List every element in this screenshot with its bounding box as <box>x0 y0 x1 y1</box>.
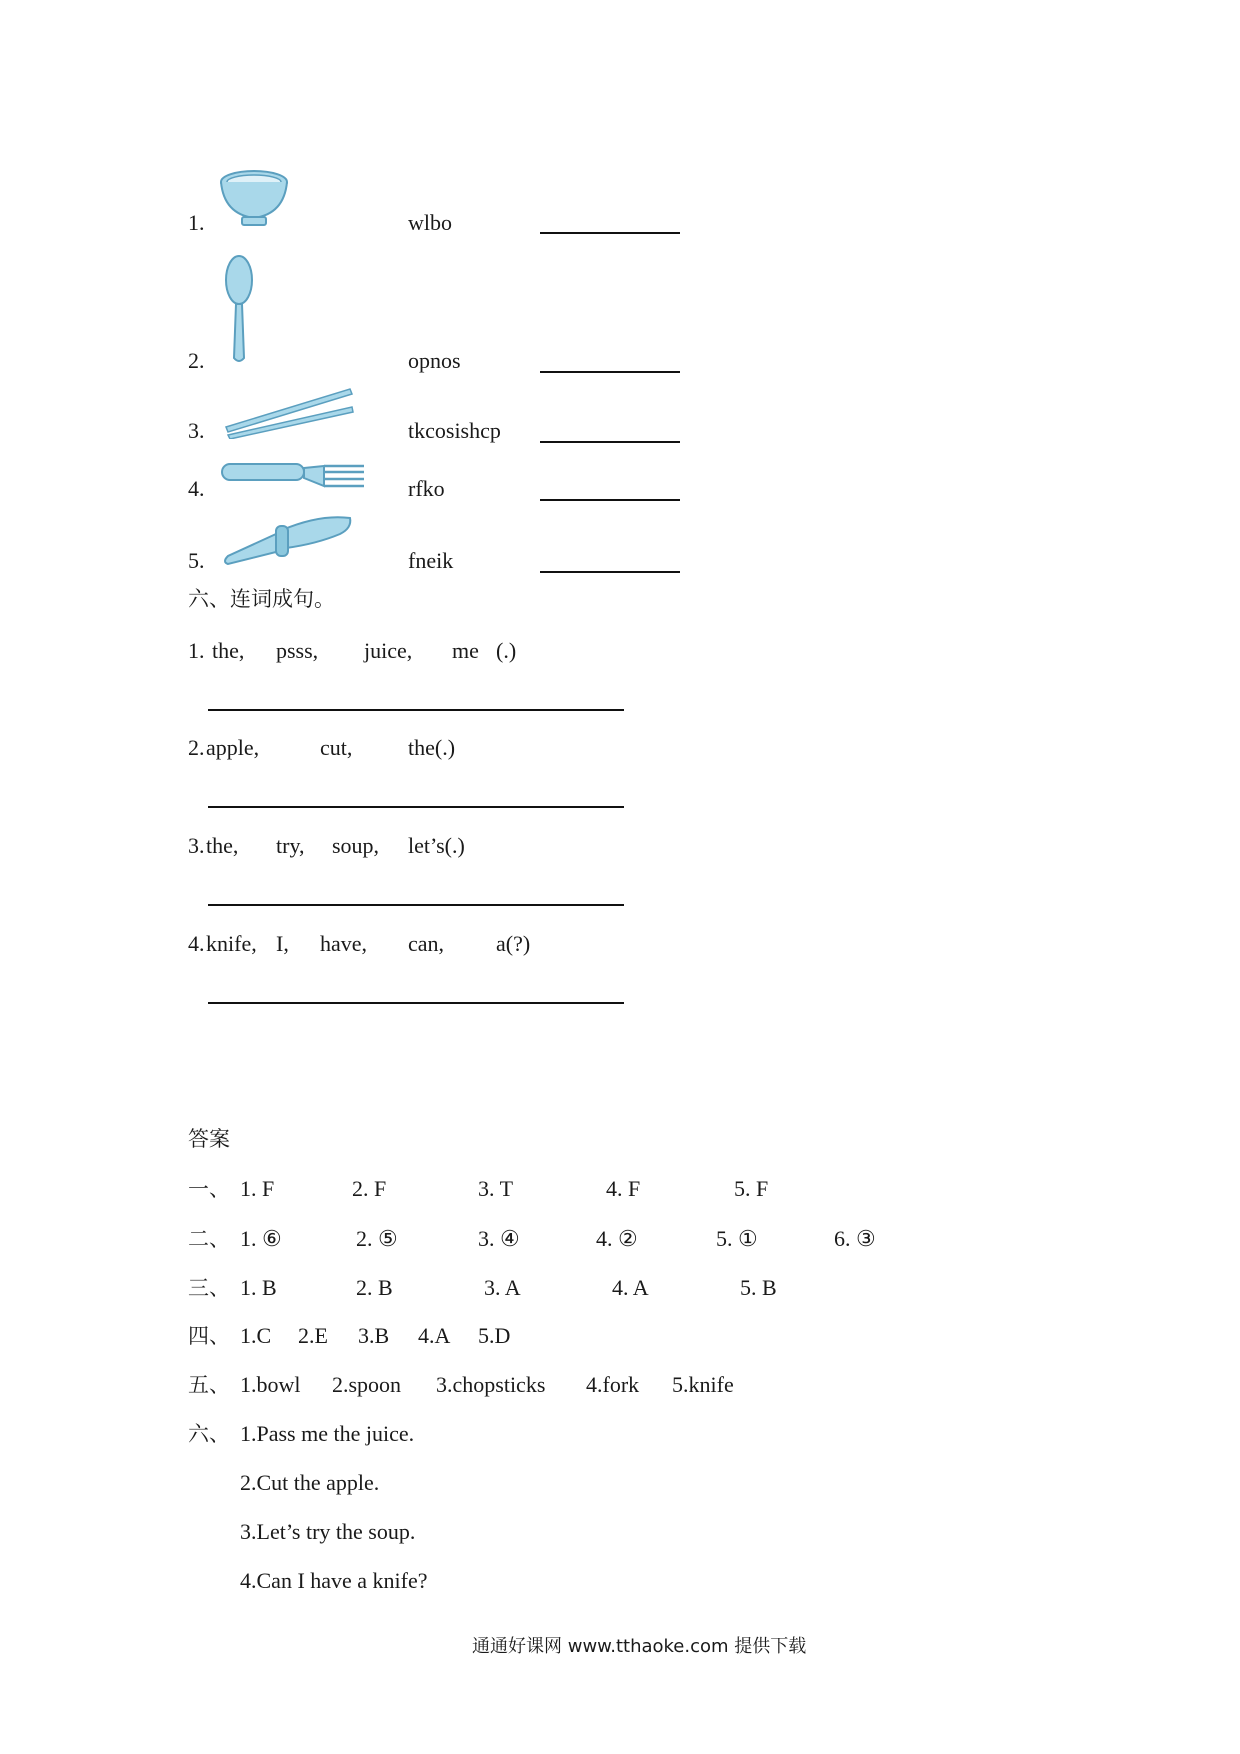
answer-line[interactable] <box>208 806 624 808</box>
answer-item: 3.chopsticks <box>436 1372 546 1397</box>
answer-item: 2.E <box>298 1323 328 1348</box>
question-number: 1. <box>188 638 205 663</box>
answer-item: 2.spoon <box>332 1372 402 1397</box>
answer-item: 1.C <box>240 1323 272 1348</box>
word: juice, <box>364 638 413 663</box>
answer-item: 1.bowl <box>240 1372 301 1397</box>
answer-item: 4. F <box>606 1176 641 1201</box>
answer-item: 4.A <box>418 1323 451 1348</box>
answer-blank[interactable] <box>540 371 680 373</box>
fork-icon <box>220 458 366 494</box>
answer-blank[interactable] <box>540 499 680 501</box>
knife-icon <box>220 512 354 568</box>
answer-row-label: 三、 <box>188 1276 230 1300</box>
item-number: 2. <box>188 348 205 373</box>
answer-blank[interactable] <box>540 441 680 443</box>
answer-item: 5.knife <box>672 1372 734 1397</box>
answer-item: 3. T <box>478 1176 514 1201</box>
answer-row-label: 二、 <box>188 1227 230 1251</box>
answer-blank[interactable] <box>540 232 680 234</box>
item-number: 1. <box>188 210 205 235</box>
scrambled-word: opnos <box>408 348 461 373</box>
question-number: 4. <box>188 931 205 956</box>
question-number: 2. <box>188 735 205 760</box>
word: soup, <box>332 833 380 858</box>
answer-item: 5.D <box>478 1323 511 1348</box>
answer-row-label: 四、 <box>188 1324 230 1348</box>
item-number: 5. <box>188 548 205 573</box>
item-number: 3. <box>188 418 205 443</box>
scrambled-word: wlbo <box>408 210 452 235</box>
word: psss, <box>276 638 319 663</box>
answer-item: 2. ⑤ <box>356 1226 398 1251</box>
spoon-icon <box>222 254 256 366</box>
answer-item: 3. A <box>484 1275 521 1300</box>
word: cut, <box>320 735 353 760</box>
answer-item: 5. F <box>734 1176 769 1201</box>
word: try, <box>276 833 305 858</box>
answer-item: 4. A <box>612 1275 649 1300</box>
answer-item: 3.B <box>358 1323 390 1348</box>
chopsticks-icon <box>224 385 356 439</box>
section-title: 六、连词成句。 <box>188 587 335 611</box>
word: can, <box>408 931 445 956</box>
answer-row-label: 五、 <box>188 1373 230 1397</box>
scrambled-word: fneik <box>408 548 454 573</box>
answer-item: 6. ③ <box>834 1226 876 1251</box>
answer-row-label: 一、 <box>188 1177 230 1201</box>
answer-blank[interactable] <box>540 571 680 573</box>
answer-item: 5. B <box>740 1275 777 1300</box>
answer-line[interactable] <box>208 904 624 906</box>
answer-line[interactable] <box>208 709 624 711</box>
word: I, <box>276 931 289 956</box>
answer-line[interactable] <box>208 1002 624 1004</box>
word: the, <box>212 638 245 663</box>
answers-title: 答案 <box>188 1127 230 1151</box>
item-number: 4. <box>188 476 205 501</box>
answer-item: 1. F <box>240 1176 275 1201</box>
word: the, <box>206 833 239 858</box>
answer-item: 2. F <box>352 1176 387 1201</box>
answer-item: 3. ④ <box>478 1226 520 1251</box>
bowl-icon <box>218 168 290 230</box>
word: the(.) <box>408 735 456 760</box>
scrambled-word: rfko <box>408 476 445 501</box>
question-number: 3. <box>188 833 205 858</box>
answer-item: 1.Pass me the juice. <box>240 1421 415 1446</box>
answer-item: 4.fork <box>586 1372 640 1397</box>
word: knife, <box>206 931 257 956</box>
punctuation: (.) <box>496 638 517 663</box>
answer-item: 4.Can I have a knife? <box>240 1568 428 1593</box>
answer-item: 1. ⑥ <box>240 1226 282 1251</box>
scrambled-word: tkcosishcp <box>408 418 501 443</box>
answer-item: 4. ② <box>596 1226 638 1251</box>
word: let’s(.) <box>408 833 465 858</box>
word: have, <box>320 931 368 956</box>
answer-item: 2.Cut the apple. <box>240 1470 380 1495</box>
answer-row-label: 六、 <box>188 1422 230 1446</box>
footer-text: 通通好课网 www.tthaoke.com 提供下载 <box>472 1636 807 1657</box>
answer-item: 1. B <box>240 1275 277 1300</box>
answer-item: 5. ① <box>716 1226 758 1251</box>
word: me <box>452 638 479 663</box>
answer-item: 2. B <box>356 1275 393 1300</box>
word: a(?) <box>496 931 531 956</box>
answer-item: 3.Let’s try the soup. <box>240 1519 416 1544</box>
word: apple, <box>206 735 260 760</box>
